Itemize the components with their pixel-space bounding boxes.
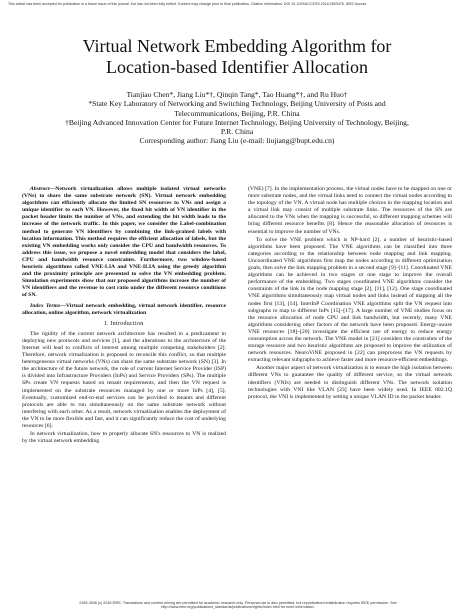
abstract: [22, 186, 226, 300]
left-column: [22, 186, 226, 446]
right-paragraph-3: Another major aspect of network virtualization is to ensure the high isolation between different VNs to guarantee the quality of different service, so the virtual network identifiers (VNIs) are needed to distinguish different VNs. The network isolation technologies with VNI like VLAN [23] have been widely used. In IEEE 802.1Q protocol, the VNI is implemented by setting a unique VLAN ID in the packet header.: [248, 365, 452, 400]
affiliation-1-line-1: *State Key Laboratory of Networking and Switching Technology, Beijing University of Posts and: [88, 99, 386, 109]
intro-paragraph-1: The rigidity of the current network architecture has resulted in a predicament in deploying new protocols and services [1], and the alterations to the architecture of the Internet will lead to conflicts of interest among multiple competing stakeholders [2]. Therefore, network virtualization is proposed to reconcile this conflict, so that multiple heterogeneous virtual networks (VNs) can share the same substrate network (SN) [3]. In the architecture of the future network, the role of current Internet Service Provider (ISP) is divided into Infrastructure Providers (InPs) and Service Providers (SPs). The multiple SPs create VN requests based on tenant requirements, and then the VN request is implemented on the substrate resources managed by one or more InPs [4], [5]. Eventually, customized end-to-end services can be provided to tenants and different protocols are able to run simultaneously on the same substrate network without interfering with each other. As a result, network virtualization enables the deployment of the VN to be more flexible and fast, and it can significantly reduce the cost of underlying resources [6].: [22, 330, 226, 429]
author-block: [30, 90, 444, 146]
intro-paragraph-2: In network virtualization, how to properly allocate SN's resources to VN is realized by the virtual network embedding: [22, 431, 226, 445]
right-paragraph-1: (VNE) [7]. In the implementation process, the virtual nodes have to be mapped on one or more substrate nodes, and the virtual links need to connect the virtual nodes according to the topology of the VN. A virtual node has multiple choices in the mapping location and a virtual link may consist of multiple substrate links. The resources of the SN are allocated to the VNs when the mapping is successful, so different mapping schemes will bring different resource benefits [8]. Hence the reasonable allocation of resources is essential to improve the number of VNs.: [248, 186, 452, 235]
author-names: Tianjiao Chen*, Jiang Liu*†, Qinqin Tang*, Tao Huang*†, and Ru Huo†: [126, 90, 348, 99]
affiliation-2-line-1: †Beijing Advanced Innovation Center for Future Internet Technology, Beijing University of Technology, Beijing,: [65, 117, 409, 127]
right-column: [248, 186, 452, 402]
index-terms-lead: Index Terms: [30, 302, 61, 309]
title-line-2: Location-based Identifier Allocation: [106, 57, 368, 77]
right-paragraph-2: To solve the VNE problem which is NP-hard [2], a number of heuristic-based algorithms have been proposed. The VNE algorithms can be classified into three categories according to the relationship between node mapping and link mapping. Uncoordinated VNE algorithms first map the nodes according to different optimization goals, then solve the link mapping problem in a second stage [9]–[11]. Coordinated VNE algorithms can be achieved in two stages or one stage to improve the overall performance of the embedding. Two stages coordinated VNE algorithms consider the constraints of the link in the node mapping stage [2], [11], [12]. One stage coordinated VNE algorithms simultaneously map virtual nodes and links instead of mapping all the nodes first [13], [14]. InterInP Coordination VNE algorithms split the VN request into subgraphs to map to different InPs [15]–[17]. A large number of VNE studies focus on the resource allocation of node CPU and link bandwidth, but recently, many VNE algorithms considering other factors of the network have been proposed. Energy-aware VNE resources [18]–[20] investigate the efficient use of energy to reduce energy consumption across the network. The VNE model in [21] considers the constraints of the storage resource and two heuristic algorithms are proposed to improve the utilization of network resources. NeuroViNE proposed in [22] can preprocess the VN requests by extracting relevant subgraphs to achieve faster and more resource-efficient embeddings.: [248, 236, 452, 364]
abstract-text: —Network virtualization allows multiple isolated virtual networks (VNs) to share the same substrate network (SN). Virtual network embedding algorithms can efficiently allocate the limited SN resources to VNs and assign a unique identifier to each VN. However, the fixed bit width of VN identifier in the packet header limits the number of VNs, and extending the bit width leads to the increase of the network traffic. In this paper, we consider the Label-combination method to generate VN identifiers by combining the link-grained labels with location information. This method requires the efficient allocation of labels, but the existing VN embedding works only consider the CPU and bandwidth resources. To address this issue, we propose a novel embedding model that considers the label, CPU and bandwidth resource constraints. Furthermore, two window-based heuristic algorithms called VNE-LIA and VNE-ILIA using the greedy algorithm and the proximity principle are presented to solve the VN embedding problem. Simulation experiments show that our proposed algorithms increase the number of VN identifiers and the revenue to cost ratio under the different resource conditions of SN.: [22, 186, 226, 299]
abstract-lead: Abstract: [30, 186, 50, 192]
affiliation-2-line-2: P.R. China: [220, 127, 254, 137]
page-footer: [8, 601, 468, 610]
footer-line-2: http://www.ieee.org/publications_standards/publications/rights/index.html for more information.: [161, 605, 315, 610]
footer-line-1: 2169-3536 (c) 2018 IEEE. Translations and content mining are permitted for academic research only. Personal use is also permitted, but republication/redistribution requires IEEE permission. See: [79, 600, 397, 605]
index-terms: [22, 303, 226, 317]
paper-title: [20, 36, 454, 78]
affiliation-1-line-2: Telecommunications, Beijing, P.R. China: [174, 108, 300, 118]
section-heading-introduction: I. Introduction: [104, 320, 144, 327]
corresponding-author: Corresponding author: Jiang Liu (e-mail: liujiang@bupt.edu.cn): [139, 136, 335, 146]
title-line-1: Virtual Network Embedding Algorithm for: [82, 36, 392, 56]
index-terms-text: —Virtual network embedding, virtual network identifier, resource allocation, online algorithm, network virtualization: [22, 302, 226, 316]
journal-header-note: This article has been accepted for publication in a future issue of this journal, but has not been fully edited. Content may change prior to final publication. Citation information: DOI 10.1109/ACCESS.2018.2803476, IEEE Access: [8, 2, 367, 6]
